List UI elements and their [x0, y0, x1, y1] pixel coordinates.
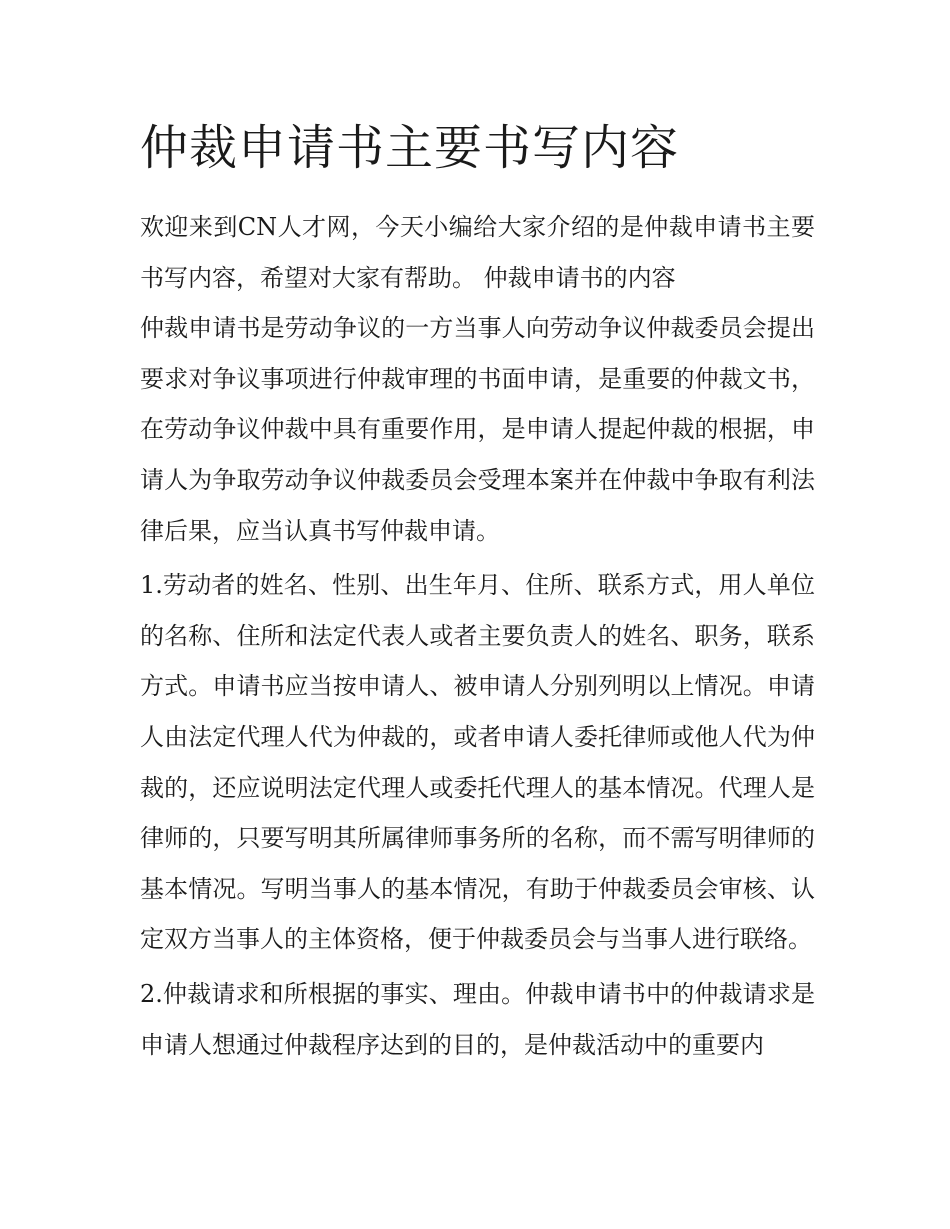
definition-paragraph: 仲裁申请书是劳动争议的一方当事人向劳动争议仲裁委员会提出要求对争议事项进行仲裁审理的书面申请，是重要的仲裁文书，在劳动争议仲裁中具有重要作用，是申请人提起仲裁的根据，申请人为争取劳动争议仲裁委员会受理本案并在仲裁中争取有利法律后果，应当认真书写仲裁申请。: [140, 314, 815, 545]
document-title: 仲裁申请书主要书写内容: [140, 120, 680, 176]
document-content: [140, 112, 815, 1070]
item-2-paragraph: 2.仲裁请求和所根据的事实、理由。仲裁申请书中的仲裁请求是申请人想通过仲裁程序达到的目的，是仲裁活动中的重要内: [140, 979, 815, 1059]
intro-paragraph: 欢迎来到CN人才网，今天小编给大家介绍的是仲裁申请书主要书写内容，希望对大家有帮助。 仲裁申请书的内容: [140, 213, 815, 292]
item-1-paragraph: 1.劳动者的姓名、性别、出生年月、住所、联系方式，用人单位的名称、住所和法定代表人或者主要负责人的姓名、职务，联系方式。申请书应当按申请人、被申请人分别列明以上情况。申请人由法定代理人代为仲裁的，或者申请人委托律师或他人代为仲裁的，还应说明法定代理人或委托代理人的基本情况。代理人是律师的，只要写明其所属律师事务所的名称，而不需写明律师的基本情况。写明当事人的基本情况，有助于仲裁委员会审核、认定双方当事人的主体资格，便于仲裁委员会与当事人进行联络。: [140, 571, 815, 954]
document-body: [140, 202, 815, 1070]
